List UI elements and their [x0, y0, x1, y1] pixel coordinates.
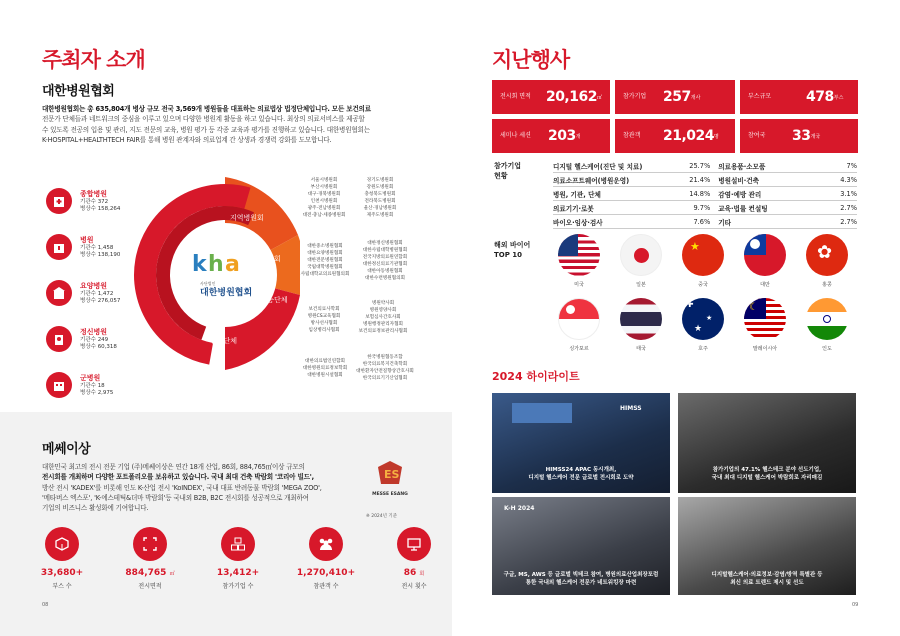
- regional-list-2: [352, 177, 408, 220]
- industry-percent: 2.7%: [826, 201, 857, 215]
- section-title-messe: 메쎄이상: [42, 442, 91, 457]
- hospital-count: 기관수 249: [80, 336, 109, 343]
- segment-label: 지역병원회: [230, 214, 264, 222]
- list-item: 병원행정관리자협회: [363, 322, 403, 328]
- industry-name: 바이오·임상·검사: [553, 215, 679, 229]
- stat-box: [740, 119, 858, 153]
- stat-box-unit: 개: [575, 133, 581, 140]
- hospital-name: 요양병원: [80, 281, 108, 290]
- page-number-left: 08: [42, 602, 49, 608]
- country-item: [672, 234, 734, 288]
- industry-percent: 7.6%: [679, 215, 710, 229]
- list-item: 대한병원의료정보학회: [302, 366, 348, 372]
- india-flag-icon: [806, 298, 848, 340]
- industry-percent: 21.4%: [679, 173, 710, 187]
- country-name: 호주: [698, 346, 708, 352]
- kha-organization-ring: [130, 165, 300, 385]
- stat-label: 전시 횟수: [401, 583, 427, 590]
- thailand-flag-icon: [620, 298, 662, 340]
- mental-hospital-icon: [46, 326, 72, 352]
- stat-box: [615, 80, 735, 114]
- section-title-kha: 대한병원협회: [42, 84, 115, 99]
- stat-box-label: 전시회 면적: [500, 93, 531, 100]
- photo-caption: 참가기업의 47.1% 헬스테크 분야 선도기업, 국내 최대 디지털 헬스케어 박람회로 자리매김: [711, 467, 823, 481]
- stat-box-value: 257: [663, 89, 691, 105]
- photo-caption: HIMSS24 APAC 동시개최, 디지털 헬스케어 전문 글로벌 전시회로 도약: [528, 467, 634, 481]
- logo-small-text: 사단법인: [200, 281, 216, 286]
- industry-percent: 2.7%: [826, 215, 857, 229]
- industry-name: 의료기기·로봇: [553, 201, 679, 215]
- regional-list-1: [296, 177, 352, 220]
- stat-box: [615, 119, 735, 153]
- stat-value: [110, 568, 190, 578]
- logo-text: 대한병원협회: [200, 288, 253, 298]
- nursing-hospital-icon: [46, 280, 72, 306]
- highlight-title: 2024 하이라이트: [492, 370, 580, 383]
- stat-item: [22, 527, 102, 590]
- list-item: 보건의료정보관리사협회: [358, 329, 408, 335]
- segment-label: 유관단체: [210, 337, 238, 345]
- country-name: 인도: [822, 346, 832, 352]
- messe-line: 전시회를 개최하며 다양한 포트폴리오를 보유하고 있습니다. 국내 최대 건축 박람회 '코리아 빌드',: [42, 473, 314, 482]
- messe-note: ※ 2024년 기준: [366, 514, 398, 519]
- country-item: [796, 298, 858, 352]
- clinic-icon: [46, 234, 72, 260]
- list-item: 대한사립대학병원협회: [362, 248, 408, 254]
- photo-banner: [512, 403, 572, 423]
- event-stats-grid: [492, 80, 858, 153]
- stat-value: [374, 568, 454, 578]
- photo-sign: K-H 2024: [504, 505, 535, 512]
- messe-paragraph: [42, 462, 372, 513]
- stat-number: 884,765: [125, 568, 167, 578]
- list-item: 전국지방의료원연합회: [362, 255, 408, 261]
- area-icon: [133, 527, 167, 561]
- list-item: 방사선사협회: [310, 321, 338, 327]
- list-item: 대한정신의료기관협회: [362, 262, 408, 268]
- svg-text:ES: ES: [384, 468, 400, 481]
- kha-logo: a: [225, 252, 240, 277]
- taiwan-flag-icon: [744, 234, 786, 276]
- list-item: 제주도병원회: [366, 213, 394, 219]
- industry-row: [553, 159, 857, 173]
- messe-logo-text: MESSE ESANG: [372, 492, 408, 497]
- industry-heading: 참가기업 현황: [494, 162, 522, 180]
- page-number-right: 09: [852, 602, 859, 608]
- stat-box-unit: ㎡: [596, 94, 602, 101]
- industry-row: [553, 173, 857, 187]
- stat-value: 1,270,410+: [296, 568, 356, 578]
- stat-box-value: 33: [792, 128, 811, 144]
- hongkong-flag-icon: ✿: [806, 234, 848, 276]
- stat-label: 전시면적: [138, 583, 162, 590]
- messe-stats: [22, 527, 454, 590]
- stat-box-label: 참여국: [748, 132, 766, 139]
- stat-box-label: 참관객: [623, 132, 641, 139]
- industry-percent: 3.1%: [826, 187, 857, 201]
- industry-name: 기타: [710, 215, 825, 229]
- list-item: 충청북도병원회: [364, 192, 396, 198]
- industry-name: 병원, 기관, 단체: [553, 187, 679, 201]
- visitors-icon: [309, 527, 343, 561]
- hospital-beds: 병상수 158,264: [80, 206, 121, 212]
- list-item: 경기도병원회: [366, 178, 394, 183]
- list-item: 인천시병원회: [310, 199, 338, 205]
- list-item: 대한전문병원협회: [307, 258, 343, 264]
- messe-logo: [368, 460, 412, 497]
- highlight-photo: [678, 497, 856, 595]
- list-item: 서울시병원회: [310, 178, 338, 183]
- stat-label: 참가기업 수: [222, 583, 254, 590]
- list-item: 대한요양병원협회: [307, 251, 343, 257]
- country-item: [610, 234, 672, 288]
- country-name: 일본: [636, 282, 646, 288]
- page-title-past-event: 지난행사: [492, 48, 570, 72]
- list-item: 대한정신병원협회: [367, 241, 403, 246]
- list-item: 병원CS교육협회: [307, 314, 341, 320]
- country-item: [548, 234, 610, 288]
- list-item: 한국병원협동조합: [367, 355, 403, 360]
- country-item: [734, 234, 796, 288]
- stat-box: [740, 80, 858, 114]
- hospital-icon: [46, 188, 72, 214]
- list-item: 대한의료법인연합회: [305, 359, 345, 364]
- highlight-photo: [492, 393, 670, 493]
- stat-box: [492, 119, 610, 153]
- list-item: 광주·전남병원회: [307, 206, 341, 212]
- hospital-beds: 병상수 2,975: [80, 390, 114, 396]
- military-hospital-icon: [46, 372, 72, 398]
- country-flags: [548, 234, 860, 352]
- industry-percent: 9.7%: [679, 201, 710, 215]
- stat-item: [110, 527, 190, 590]
- stat-unit: ㎡: [169, 571, 175, 577]
- country-name: 말레이시아: [752, 346, 778, 352]
- industry-row: [553, 187, 857, 201]
- industry-name: 감염·예방 관리: [710, 187, 825, 201]
- stat-box: [492, 80, 610, 114]
- specialty-list-2: [352, 240, 418, 283]
- australia-flag-icon: ✚ ★ ★: [682, 298, 724, 340]
- list-item: 병원약사회: [371, 301, 395, 306]
- industry-name: 디지털 헬스케어(진단 및 치료): [553, 159, 679, 173]
- list-item: 임상병리사협회: [308, 328, 340, 334]
- list-item: 보험심사간호사회: [365, 315, 401, 321]
- page-title-host: 주최자 소개: [42, 48, 145, 72]
- segment-label: 직능병원회: [247, 255, 281, 263]
- exhibition-icon: [397, 527, 431, 561]
- list-item: 대전·충남·세종병원회: [302, 213, 346, 219]
- list-item: 대구·경북병원회: [307, 192, 341, 198]
- industry-row: [553, 215, 857, 229]
- industry-percent: 25.7%: [679, 159, 710, 173]
- country-item: [610, 298, 672, 352]
- stat-value: 33,680+: [40, 568, 84, 578]
- hospital-count: 기관수 18: [80, 382, 105, 389]
- list-item: 국립대학병원협회: [307, 265, 343, 271]
- company-icon: [221, 527, 255, 561]
- intro-paragraph: [42, 104, 447, 145]
- list-item: 대한아동병원협회: [367, 269, 403, 275]
- list-item: 대한병원시설협회: [307, 373, 343, 379]
- related-list-1: [294, 358, 356, 379]
- country-item: [796, 234, 858, 288]
- stat-label: 참관객 수: [313, 583, 339, 590]
- japan-flag-icon: [620, 234, 662, 276]
- segment-label: 병원직능단체: [247, 296, 288, 304]
- stat-box-unit: 명: [714, 133, 719, 140]
- highlight-photo: [492, 497, 670, 595]
- industry-table: [553, 159, 857, 229]
- country-item: [548, 298, 610, 352]
- hospital-count: 기관수 1,458: [80, 244, 114, 251]
- hospital-count: 기관수 1,472: [80, 290, 114, 297]
- stat-box-value: 203: [548, 128, 576, 144]
- stat-number: 86: [403, 568, 417, 578]
- intro-line: 전문가 단체들과 네트워크의 중심을 이루고 있으며 다양한 병원계 활동을 하고 있습니다. 최상의 의료서비스를 제공할: [42, 115, 365, 124]
- photo-sign: HIMSS: [620, 405, 642, 412]
- industry-name: 병원설비·건축: [710, 173, 825, 187]
- industry-row: [553, 201, 857, 215]
- hospital-beds: 병상수 60,318: [80, 344, 117, 350]
- stat-value: 13,412+: [216, 568, 260, 578]
- list-item: 울산·경남병원회: [363, 206, 397, 212]
- list-item: 대한수련병원협의회: [365, 276, 405, 282]
- malaysia-flag-icon: ☾: [744, 298, 786, 340]
- stat-unit: 회: [419, 571, 425, 577]
- kha-logo: k: [192, 252, 207, 277]
- list-item: 전라북도병원회: [364, 199, 396, 205]
- stat-item: [286, 527, 366, 590]
- hospital-name: 종합병원: [80, 189, 108, 198]
- country-name: 싱가포르: [569, 346, 589, 352]
- list-item: 대한중소병원협회: [307, 244, 343, 249]
- stat-label: 부스 수: [52, 583, 72, 590]
- intro-line: 수 있도록 전공의 입용 및 관리, 지도 전문의 교육, 병원 평가 등 각종 교육과 평가를 진행하고 있습니다. 대한병원협회는: [42, 125, 370, 134]
- messe-emblem-icon: [377, 460, 403, 486]
- industry-percent: 14.8%: [679, 187, 710, 201]
- industry-name: 교육·법률 컨설팅: [710, 201, 825, 215]
- list-item: 한국의료기기산업협회: [362, 376, 408, 382]
- stat-box-unit: 부스: [833, 94, 844, 101]
- intro-line: 대한병원협회는 총 635,804개 병상 규모 전국 3,569개 병원들을 대표하는 의료법상 법정단체입니다. 모든 보건의료: [42, 105, 371, 113]
- hospital-beds: 병상수 276,057: [80, 298, 121, 304]
- list-item: 부산시병원회: [310, 185, 338, 191]
- industry-percent: 4.3%: [826, 173, 857, 187]
- specialty-list-1: [294, 243, 356, 278]
- messe-line: '메타버스 엑스포', 'K-에스테틱&더마 박람회'등 국내외 B2B, B2C 전시회를 성공적으로 개최하여: [42, 493, 309, 502]
- country-name: 대만: [760, 282, 770, 288]
- photo-caption: 구글, MS, AWS 등 글로벌 빅테크 참여, 병원의료산업최장포럼 통한 국내외 헬스케어 전문가 네트워킹장 마련: [503, 572, 659, 586]
- industry-name: 의료소프트웨어(병원운영): [553, 173, 679, 187]
- hospital-name: 군병원: [80, 373, 101, 382]
- stat-item: [198, 527, 278, 590]
- list-item: 병원영양사회: [369, 308, 397, 314]
- country-name: 미국: [574, 282, 584, 288]
- photo-caption: 디지털헬스케어·의료정보·감염/방역 특별관 등 최신 의료 트렌드 제시 및 선도: [711, 572, 823, 586]
- us-flag-icon: [558, 234, 600, 276]
- buyer-heading: 해외 바이어 TOP 10: [494, 241, 531, 259]
- industry-percent: 7%: [826, 159, 857, 173]
- hospital-beds: 병상수 138,190: [80, 252, 121, 258]
- stat-box-label: 참가기업: [623, 93, 647, 100]
- messe-line: 방산 전시 'KADEX'를 비롯해 인도 K-산업 전시 'KoINDEX', 국내 대표 반려동물 박람회 'MEGA ZOO',: [42, 483, 322, 492]
- list-item: 보건의료사학회: [308, 307, 340, 312]
- stat-box-unit: 개국: [810, 133, 821, 140]
- industry-name: 의료용품·소모품: [710, 159, 825, 173]
- china-flag-icon: ★: [682, 234, 724, 276]
- country-item: [672, 298, 734, 352]
- stat-box-label: 세미나 세션: [500, 132, 531, 139]
- list-item: 한국의료복지건축학회: [362, 362, 408, 368]
- country-name: 태국: [636, 346, 646, 352]
- stat-box-value: 478: [806, 89, 834, 105]
- hospital-count: 기관수 372: [80, 198, 109, 205]
- kha-logo: h: [208, 252, 224, 277]
- stat-item: [374, 527, 454, 590]
- country-name: 홍콩: [822, 282, 832, 288]
- stat-box-label: 부스규모: [748, 93, 772, 100]
- singapore-flag-icon: [558, 298, 600, 340]
- profession-list-2: [352, 300, 414, 335]
- list-item: 대한환자안전질향상간호사회: [356, 369, 414, 375]
- highlight-photo: [678, 393, 856, 493]
- profession-list-1: [296, 306, 352, 334]
- stat-box-value: 21,024: [663, 128, 715, 144]
- messe-line: 대한민국 최고의 전시 전문 기업 (주)메쎄이상은 연간 18개 산업, 86회, 884,765㎡이상 규모의: [42, 463, 305, 471]
- related-list-2: [352, 354, 418, 382]
- country-item: [734, 298, 796, 352]
- list-item: 사립대학교의료원협의회: [300, 272, 350, 278]
- booth-icon: [45, 527, 79, 561]
- stat-box-value: 20,162: [545, 89, 597, 105]
- hospital-name: 정신병원: [80, 327, 108, 336]
- country-name: 중국: [698, 282, 708, 288]
- stat-box-unit: 개사: [690, 94, 701, 101]
- intro-line: K-HOSPITAL+HEALTHTECH FAIR를 통해 병원 관계자와 의료업계 간 상생과 경쟁력 강화를 도모합니다.: [42, 135, 332, 144]
- messe-line: 기업의 비즈니스 활성화에 기여합니다.: [42, 504, 149, 513]
- list-item: 강원도병원회: [366, 185, 394, 191]
- hospital-name: 병원: [80, 235, 94, 244]
